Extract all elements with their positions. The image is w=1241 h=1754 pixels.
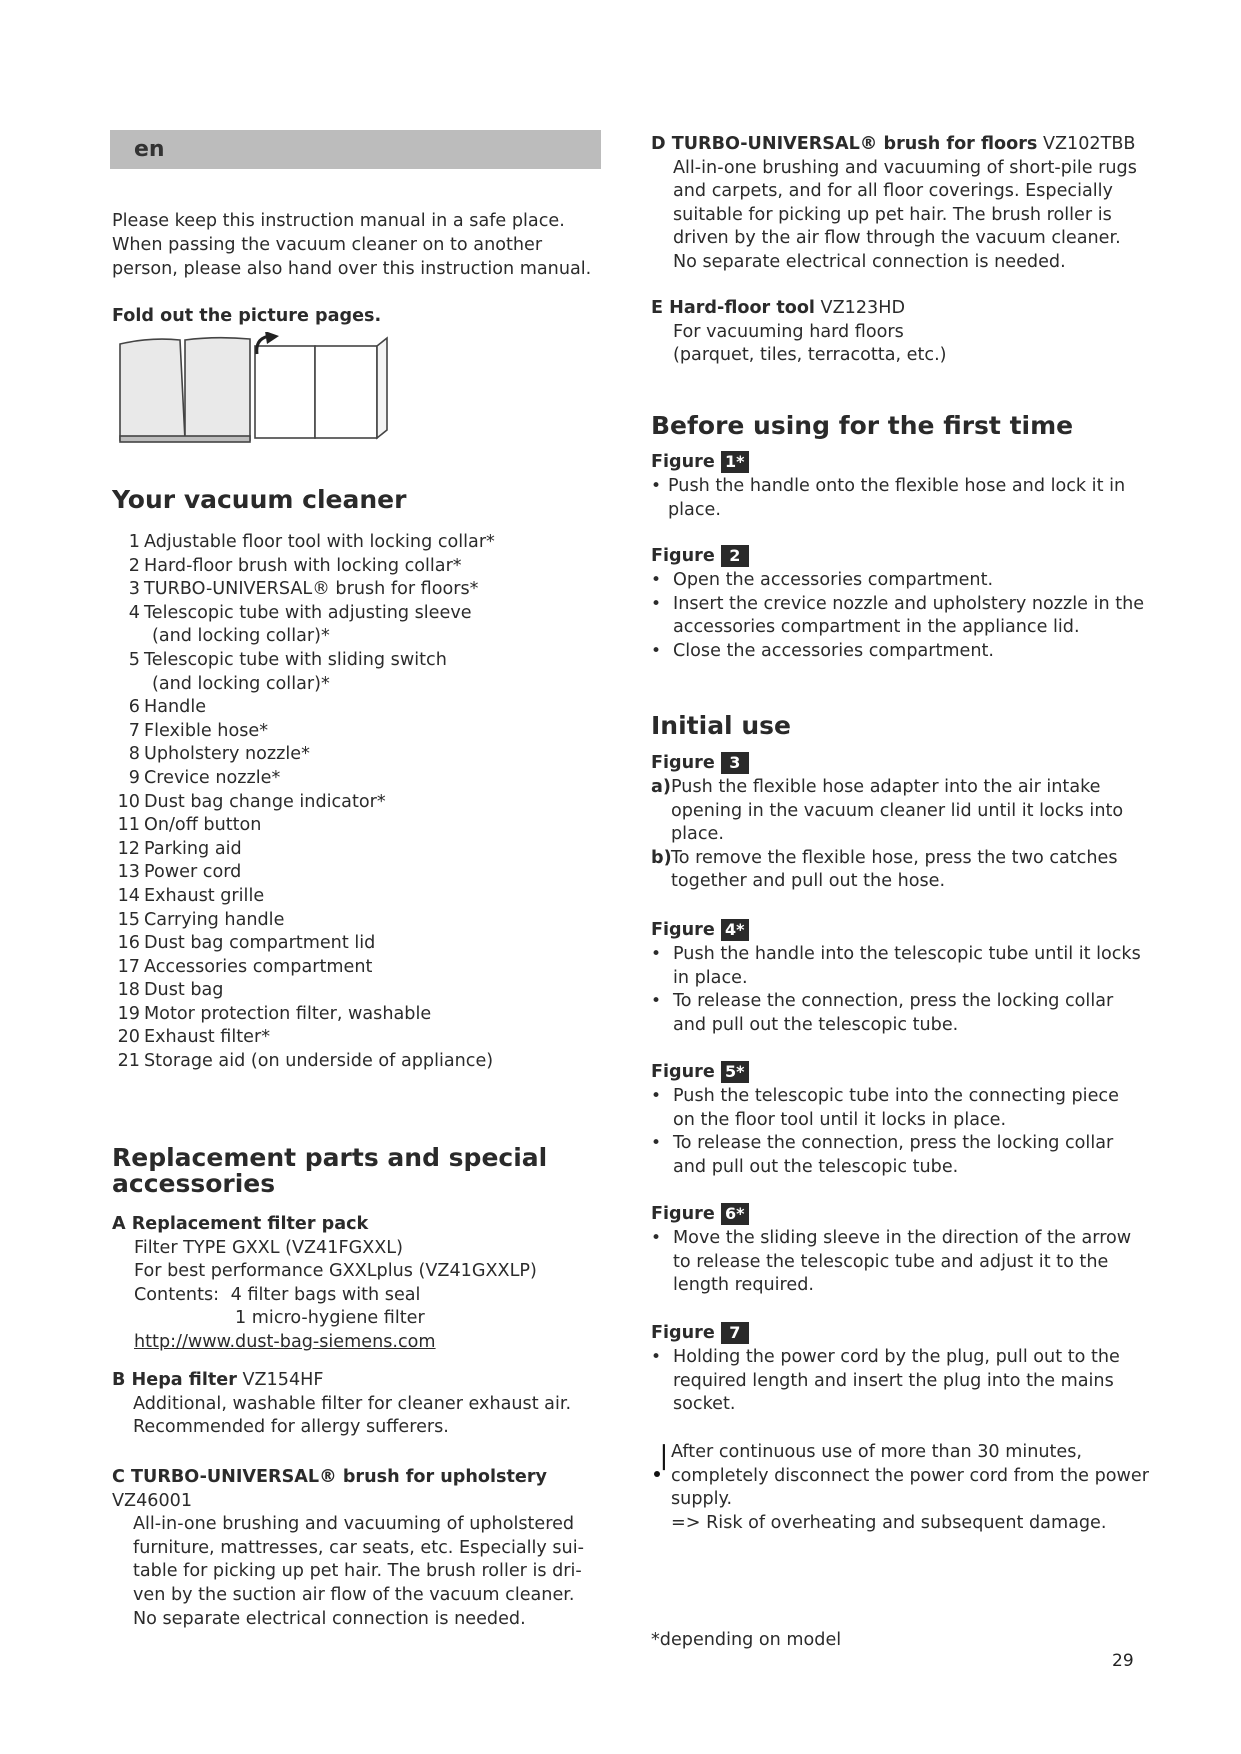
accessory-d-line: No separate electrical connection is needed. bbox=[673, 251, 1066, 272]
list-item bbox=[112, 1050, 612, 1074]
list-item bbox=[112, 555, 612, 579]
intro-line: Please keep this instruction manual in a safe place. bbox=[112, 211, 565, 231]
figure-6-badge: 6* bbox=[721, 1203, 749, 1225]
accessory-e-line: For vacuuming hard floors bbox=[673, 321, 904, 342]
part-number: 14 bbox=[117, 885, 140, 906]
accessory-c-line: furniture, mattresses, car seats, etc. Especially sui- bbox=[133, 1537, 584, 1558]
list-item: • Open the accessories compartment. bbox=[651, 569, 1146, 593]
part-label: Motor protection filter, washable bbox=[144, 1003, 432, 1024]
list-item bbox=[112, 861, 612, 885]
part-number: 2 bbox=[128, 555, 140, 576]
list-item bbox=[112, 767, 612, 791]
accessory-d-line: All-in-one brushing and vacuuming of short-pile rugs bbox=[673, 157, 1137, 178]
figure-word: Figure bbox=[651, 1062, 715, 1083]
warning-risk: => Risk of overheating and subsequent damage. bbox=[671, 1512, 1107, 1533]
part-label: Handle bbox=[144, 697, 207, 718]
accessory-d-line: suitable for picking up pet hair. The brush roller is bbox=[673, 204, 1112, 225]
accessory-e-line: (parquet, tiles, terracotta, etc.) bbox=[673, 345, 947, 366]
accessory-d-code: VZ102TBB bbox=[1042, 134, 1136, 154]
accessory-d-line: driven by the air flow through the vacuum cleaner. bbox=[673, 228, 1121, 249]
accessory-b-line: Additional, washable filter for cleaner exhaust air. bbox=[133, 1393, 572, 1414]
figure-word: Figure bbox=[651, 1323, 715, 1344]
part-label: Adjustable floor tool with locking collar* bbox=[144, 532, 495, 552]
list-item bbox=[112, 696, 612, 720]
accessory-b-title: B Hepa filter bbox=[112, 1370, 237, 1390]
list-item bbox=[112, 1003, 612, 1027]
contents-item: 1 micro-hygiene filter bbox=[235, 1308, 425, 1329]
list-item bbox=[112, 932, 612, 956]
list-item bbox=[112, 909, 612, 933]
figure-word: Figure bbox=[651, 546, 715, 567]
initial-use-title: Initial use bbox=[651, 711, 791, 740]
figure-4-label bbox=[651, 919, 1146, 943]
part-label: Storage aid (on underside of appliance) bbox=[144, 1051, 494, 1072]
list-item: • To release the connection, press the locking collar and pull out the telescopic tube. bbox=[651, 1132, 1146, 1179]
figure-2-block bbox=[651, 545, 1146, 663]
figure-word: Figure bbox=[651, 753, 715, 774]
accessory-c-title: C TURBO-UNIVERSAL® brush for upholstery bbox=[112, 1467, 548, 1487]
list-item bbox=[112, 979, 612, 1003]
part-label: Hard-floor brush with locking collar* bbox=[144, 555, 462, 576]
step-b bbox=[651, 847, 1146, 894]
figure-6-label bbox=[651, 1203, 1146, 1227]
part-label: Crevice nozzle* bbox=[144, 767, 281, 788]
accessory-c-line: No separate electrical connection is needed. bbox=[133, 1608, 526, 1629]
list-item bbox=[112, 649, 612, 696]
part-label: Flexible hose* bbox=[144, 720, 268, 741]
part-label: Dust bag bbox=[144, 980, 224, 1001]
part-label: TURBO-UNIVERSAL® brush for floors* bbox=[144, 579, 479, 600]
list-item bbox=[112, 956, 612, 980]
figure-1-block bbox=[651, 451, 1146, 522]
part-label: Exhaust filter* bbox=[144, 1027, 270, 1048]
part-number: 17 bbox=[117, 956, 140, 977]
accessory-a bbox=[112, 1213, 622, 1355]
list-item bbox=[112, 602, 612, 649]
language-tab: en bbox=[110, 130, 601, 169]
part-number: 12 bbox=[117, 838, 140, 859]
part-number: 5 bbox=[128, 649, 140, 670]
part-label: Accessories compartment bbox=[144, 956, 373, 977]
figure-word: Figure bbox=[651, 920, 715, 941]
part-label: On/off button bbox=[144, 815, 262, 836]
part-label-continued: (and locking collar)* bbox=[152, 626, 330, 647]
part-label-continued: (and locking collar)* bbox=[152, 673, 330, 694]
figure-4-block bbox=[651, 919, 1146, 1037]
figure-4-badge: 4* bbox=[721, 919, 749, 941]
part-label: Telescopic tube with sliding switch bbox=[144, 649, 447, 670]
list-item bbox=[112, 720, 612, 744]
page-number: 29 bbox=[1112, 1651, 1134, 1671]
part-number: 19 bbox=[117, 1003, 140, 1024]
accessory-c bbox=[112, 1466, 632, 1631]
part-label: Dust bag compartment lid bbox=[144, 933, 376, 954]
dust-bag-link[interactable]: http://www.dust-bag-siemens.com bbox=[134, 1331, 436, 1352]
part-number: 13 bbox=[117, 862, 140, 883]
figure-5-block bbox=[651, 1061, 1146, 1179]
figure-5-badge: 5* bbox=[721, 1061, 749, 1083]
accessory-a-title: A Replacement filter pack bbox=[112, 1214, 369, 1234]
replacement-section-title bbox=[112, 1145, 547, 1197]
figure-3-label bbox=[651, 752, 1146, 776]
list-item: • Close the accessories compartment. bbox=[651, 640, 1146, 664]
warning-note bbox=[651, 1441, 1166, 1535]
figure-1-badge: 1* bbox=[721, 451, 749, 473]
part-number: 21 bbox=[117, 1051, 140, 1072]
part-label: Exhaust grille bbox=[144, 885, 265, 906]
accessory-d bbox=[651, 133, 1151, 275]
step-a-text: Push the flexible hose adapter into the air intake opening in the vacuum cleaner lid until it locks into place. bbox=[671, 777, 1124, 845]
part-number: 20 bbox=[117, 1027, 140, 1048]
step-b-text: To remove the flexible hose, press the two catches together and pull out the hose. bbox=[671, 847, 1118, 892]
list-item: • To release the connection, press the locking collar and pull out the telescopic tube. bbox=[651, 990, 1146, 1037]
part-label: Telescopic tube with adjusting sleeve bbox=[144, 602, 472, 623]
part-number: 1 bbox=[128, 532, 140, 552]
part-label: Dust bag change indicator* bbox=[144, 791, 386, 812]
figure-7-badge: 7 bbox=[721, 1322, 749, 1344]
accessory-e-code: VZ123HD bbox=[820, 298, 905, 318]
warning-text: After continuous use of more than 30 minutes, completely disconnect the power cord from the power supply. bbox=[671, 1442, 1149, 1510]
part-number: 11 bbox=[117, 815, 140, 836]
intro-line: person, please also hand over this instruction manual. bbox=[112, 259, 592, 279]
part-number: 15 bbox=[117, 909, 140, 930]
part-number: 3 bbox=[128, 579, 140, 600]
figure-5-label bbox=[651, 1061, 1146, 1085]
list-item: • Push the handle into the telescopic tube until it locks in place. bbox=[651, 943, 1146, 990]
parts-list bbox=[112, 531, 612, 1074]
accessory-a-contents bbox=[134, 1284, 622, 1308]
replacement-title-line: Replacement parts and special bbox=[112, 1143, 548, 1172]
figure-6-block bbox=[651, 1203, 1146, 1298]
first-time-title: Before using for the first time bbox=[651, 411, 1074, 440]
list-item: • Push the handle onto the flexible hose and lock it in place. bbox=[651, 475, 1146, 522]
list-item: • Insert the crevice nozzle and upholstery nozzle in the accessories compartment in the appliance lid. bbox=[651, 593, 1146, 640]
accessory-c-code: VZ46001 bbox=[112, 1490, 193, 1511]
list-item: • Push the telescopic tube into the connecting piece on the floor tool until it locks in place. bbox=[651, 1085, 1146, 1132]
part-number: 7 bbox=[128, 720, 140, 741]
list-item bbox=[112, 578, 612, 602]
figure-word: Figure bbox=[651, 1204, 715, 1225]
figure-2-label bbox=[651, 545, 1146, 569]
warning-dot bbox=[654, 1471, 660, 1477]
step-a bbox=[651, 776, 1146, 847]
step-a-label: a) bbox=[651, 777, 671, 797]
list-item bbox=[112, 814, 612, 838]
part-number: 9 bbox=[128, 767, 140, 788]
accessory-c-line: ven by the suction air flow of the vacuum cleaner. bbox=[133, 1584, 575, 1605]
part-label: Carrying handle bbox=[144, 909, 285, 930]
intro-line: When passing the vacuum cleaner on to another bbox=[112, 235, 543, 255]
replacement-title-line: accessories bbox=[112, 1169, 276, 1198]
accessory-a-line: Filter TYPE GXXL (VZ41FGXXL) bbox=[134, 1237, 403, 1258]
list-item bbox=[112, 531, 612, 555]
accessory-c-line: All-in-one brushing and vacuuming of upholstered bbox=[133, 1514, 575, 1535]
list-item bbox=[112, 838, 612, 862]
part-number: 18 bbox=[117, 980, 140, 1001]
footnote: *depending on model bbox=[651, 1630, 842, 1650]
vacuum-section-title: Your vacuum cleaner bbox=[112, 485, 407, 514]
contents-item: 4 filter bags with seal bbox=[230, 1284, 421, 1305]
contents-label: Contents: bbox=[134, 1284, 220, 1305]
step-b-label: b) bbox=[651, 847, 672, 868]
list-item bbox=[112, 885, 612, 909]
part-number: 4 bbox=[128, 602, 140, 623]
figure-7-block bbox=[651, 1322, 1146, 1417]
fold-out-note: Fold out the picture pages. bbox=[112, 306, 382, 326]
accessory-b-line: Recommended for allergy sufferers. bbox=[133, 1417, 449, 1438]
accessory-d-title: D TURBO-UNIVERSAL® brush for floors bbox=[651, 134, 1038, 154]
part-number: 16 bbox=[117, 933, 140, 954]
part-number: 8 bbox=[128, 744, 140, 765]
figure-2-badge: 2 bbox=[721, 545, 749, 567]
part-label: Upholstery nozzle* bbox=[144, 744, 310, 765]
list-item bbox=[112, 743, 612, 767]
figure-3-block bbox=[651, 752, 1146, 894]
list-item: • Move the sliding sleeve in the direction of the arrow to release the telescopic tube and adjust it to the length required. bbox=[651, 1227, 1146, 1298]
figure-3-badge: 3 bbox=[721, 752, 749, 774]
list-item: • Holding the power cord by the plug, pull out to the required length and insert the plug into the mains socket. bbox=[651, 1346, 1146, 1417]
fold-out-illustration bbox=[115, 332, 395, 448]
accessory-a-line: For best performance GXXLplus (VZ41GXXLP) bbox=[134, 1261, 537, 1282]
figure-word: Figure bbox=[651, 452, 715, 473]
part-label: Power cord bbox=[144, 862, 242, 883]
part-number: 6 bbox=[128, 697, 140, 718]
accessory-d-line: and carpets, and for all floor coverings. Especially bbox=[673, 181, 1113, 202]
figure-7-label bbox=[651, 1322, 1146, 1346]
accessory-b bbox=[112, 1369, 622, 1440]
intro-text bbox=[112, 209, 622, 281]
accessory-e-title: E Hard-floor tool bbox=[651, 298, 815, 318]
accessory-e bbox=[651, 297, 1151, 368]
warning-icon: ❘ bbox=[653, 1441, 675, 1471]
part-label: Parking aid bbox=[144, 838, 242, 859]
figure-1-label bbox=[651, 451, 1146, 475]
accessory-b-code: VZ154HF bbox=[242, 1370, 324, 1390]
list-item bbox=[112, 791, 612, 815]
list-item bbox=[112, 1026, 612, 1050]
accessory-c-line: table for picking up pet hair. The brush roller is dri- bbox=[133, 1561, 582, 1582]
part-number: 10 bbox=[117, 791, 140, 812]
